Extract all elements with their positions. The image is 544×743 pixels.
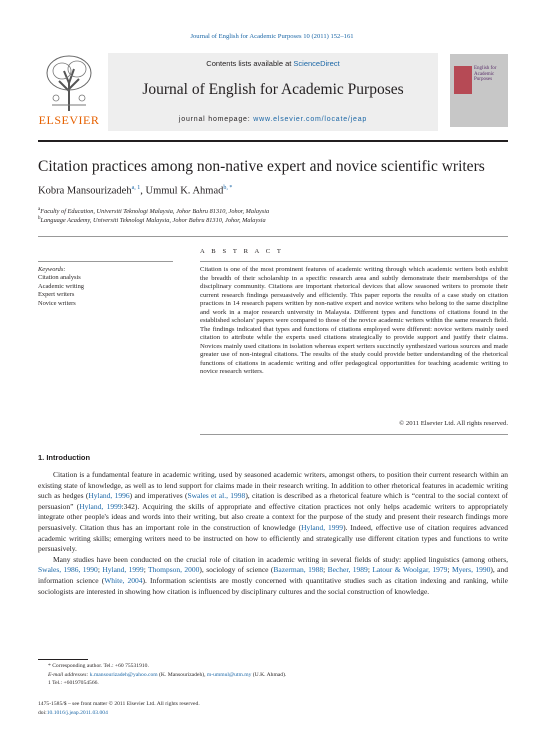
citation-link[interactable]: White, 2004 [104, 575, 143, 585]
citation-link[interactable]: Hyland, 1999 [79, 501, 122, 511]
paragraph-text: ). Indeed, effective use of citation requires advanced academic writing skills; emerging writers need to be instructed on how to efficiently and strategically use different citation types and functions to write persuasively. [38, 522, 508, 554]
paragraph-text: ; [447, 565, 452, 575]
keyword-item: Citation analysis [38, 274, 81, 282]
citation-link[interactable]: Becher, 1989 [327, 565, 368, 575]
author-name[interactable]: Ummul K. Ahmad [145, 185, 224, 197]
cover-title: English for Academic Purposes [474, 66, 497, 82]
corresponding-author-note: * Corresponding author. Tel.: +60 75531910. [48, 663, 149, 669]
affiliation-mark: b [38, 216, 41, 221]
issn-line: 1475-1585/$ – see front matter © 2011 Elsevier Ltd. All rights reserved. [38, 701, 200, 707]
author-list [38, 185, 232, 197]
keyword-item: Academic writing [38, 282, 84, 290]
citation-link[interactable]: Myers, 1990 [451, 565, 491, 575]
footnotes [38, 662, 508, 688]
journal-homepage [108, 116, 438, 123]
paragraph-text: Many studies have been conducted on the crucial role of citation in academic writing in several fields of study: applied linguistics (among others, [53, 554, 508, 564]
email-note [38, 671, 508, 680]
paragraph-text: ; [143, 565, 149, 575]
section-heading: 1. Introduction [38, 453, 91, 462]
contents-prefix: Contents lists available at [206, 59, 294, 68]
publication-meta [38, 700, 508, 717]
abstract-divider [200, 261, 508, 262]
citation-link[interactable]: Thompson, 2000 [148, 565, 200, 575]
paragraph-text: ), and information science ( [38, 565, 508, 585]
citation-link[interactable]: Bazerman, 1988 [273, 565, 324, 575]
citation-link[interactable]: Swales, 1986, 1990 [38, 565, 98, 575]
citation-link[interactable]: Latour & Woolgar, 1979 [372, 565, 448, 575]
author-separator: , [140, 185, 146, 197]
author-affiliation-marks[interactable]: a, 1 [131, 185, 141, 191]
email-link[interactable]: m-ummul@utm.my [206, 671, 252, 678]
citation-link[interactable]: Hyland, 1999 [102, 565, 144, 575]
elsevier-wordmark: ELSEVIER [38, 113, 100, 127]
paragraph-text: ; [367, 565, 373, 575]
intro-body [38, 470, 508, 597]
intro-paragraph [38, 470, 508, 555]
footnote-divider [38, 659, 88, 660]
abstract-text: Citation is one of the most prominent features of academic writing through which academic writers both exhibit the breadth of their scholarship in a specific research area and subtly demonstrate their memberships of the disciplinary community. Citations are important rhetorical devices that allow seasoned writers to promote their current research findings persuasively and efficiently. This paper reports the results of a case study on citation practices in 14 research papers written by non-native expert and novice writers who belong to the same discipline and work in a major research university in Malaysia. Different types and functions of citations found in the established scholars' papers were compared to those of the novice academic writers within the same research field. The findings indicated that types and functions of citations employed were different: novice writers mainly used citation to attribute while the experts used citations strategically to provide support and justify their claims. Novices mainly used citations in isolation whereas expert writers succinctly synthesized various sources and made greater use of non-integral citations. The results of the study could provide better understanding of the rhetorical functions of citations in academic writing and offer pedagogical opportunities for teaching academic writing to novice research writers. [200, 266, 508, 375]
header-divider [38, 140, 508, 142]
homepage-prefix: journal homepage: [178, 116, 254, 123]
paragraph-text: ). Information scientists are mostly concerned with quantitative studies such as citation indexing and ranking, while sociologists are interested in showing how citation is influenced by disciplinary cultures and the social construction of knowledge. [38, 575, 508, 596]
keyword-item: Novice writers [38, 299, 76, 307]
keyword-item: Expert writers [38, 291, 75, 299]
abstract-end-divider [200, 434, 508, 435]
paragraph-text: ), sociology of science ( [199, 565, 274, 575]
author-affiliation-marks[interactable]: b, * [223, 185, 233, 191]
citation-link[interactable]: Hyland, 1996 [88, 491, 130, 501]
email-owner: (K. Mansourizadeh), [157, 671, 207, 678]
abstract-heading: A B S T R A C T [200, 248, 284, 255]
affiliation-text: Language Academy, Universiti Teknologi Malaysia, Johor Bahru 81310, Johor, Malaysia [40, 217, 266, 225]
paragraph-text: ; [323, 565, 328, 575]
telephone-note: 1 Tel.: +60197054566. [48, 680, 99, 687]
journal-banner [108, 53, 438, 131]
email-label: E-mail addresses: [48, 671, 89, 678]
paragraph-text: ), citation is described as a rhetorical feature which is “central to the social context of persuasion” ( [38, 491, 508, 511]
affiliation-item [38, 216, 266, 224]
elsevier-logo [38, 53, 100, 131]
keywords-label: Keywords: [38, 266, 66, 273]
paragraph-text: ) and imperatives ( [129, 491, 188, 501]
doi-line [38, 709, 508, 718]
affiliation-text: Faculty of Education, Universiti Teknologi Malaysia, Johor Bahru 81310, Johor, Malaysia [40, 208, 270, 216]
paragraph-text: :342). Acquiring the skills of appropriate and effective citation practices not only helps academic writers to appropriately integrate other people's ideas and words into their writing, but also create a context for the purpose of the study and present their research findings more persuasively. Citation thus has an important role in the construction of knowledge ( [38, 501, 509, 532]
tree-icon [44, 53, 94, 113]
paragraph-text: Citation is a fundamental feature in academic writing, used by seasoned academic writers, amongst others, to position their current research within an existing state of knowledge, as well as to lend support for claims made in their research writing. In addition to other rhetorical features in academic writing such as hedges ( [38, 470, 508, 501]
copyright-notice: © 2011 Elsevier Ltd. All rights reserved. [399, 420, 508, 427]
cover-accent [454, 66, 472, 94]
author-name[interactable]: Kobra Mansourizadeh [38, 185, 132, 197]
citation-link[interactable]: Hyland, 1999 [301, 522, 344, 532]
affiliations-divider [38, 236, 508, 237]
journal-cover-image [450, 54, 508, 127]
sciencedirect-link[interactable]: ScienceDirect [293, 59, 340, 68]
paragraph-text: ; [97, 565, 103, 575]
intro-paragraph [38, 555, 508, 597]
doi-prefix: doi: [38, 709, 47, 716]
masthead [38, 53, 508, 133]
affiliation-item [38, 207, 269, 215]
journal-title: Journal of English for Academic Purposes [142, 81, 404, 98]
contents-line [108, 59, 438, 68]
journal-reference[interactable]: Journal of English for Academic Purposes 10 (2011) 152–161 [190, 33, 354, 40]
article-title: Citation practices among non-native expert and novice scientific writers [38, 158, 485, 175]
homepage-link[interactable]: www.elsevier.com/locate/jeap [253, 116, 368, 123]
email-link[interactable]: k.mansourizadeh@yahoo.com [89, 671, 158, 678]
keywords-divider [38, 261, 173, 262]
affiliation-mark: a [38, 207, 41, 212]
keywords-block [38, 266, 173, 308]
email-owner: (U.K. Ahmad). [251, 671, 287, 678]
doi-link[interactable]: 10.1016/j.jeap.2011.03.004 [46, 709, 108, 716]
citation-link[interactable]: Swales et al., 1998 [187, 491, 246, 501]
